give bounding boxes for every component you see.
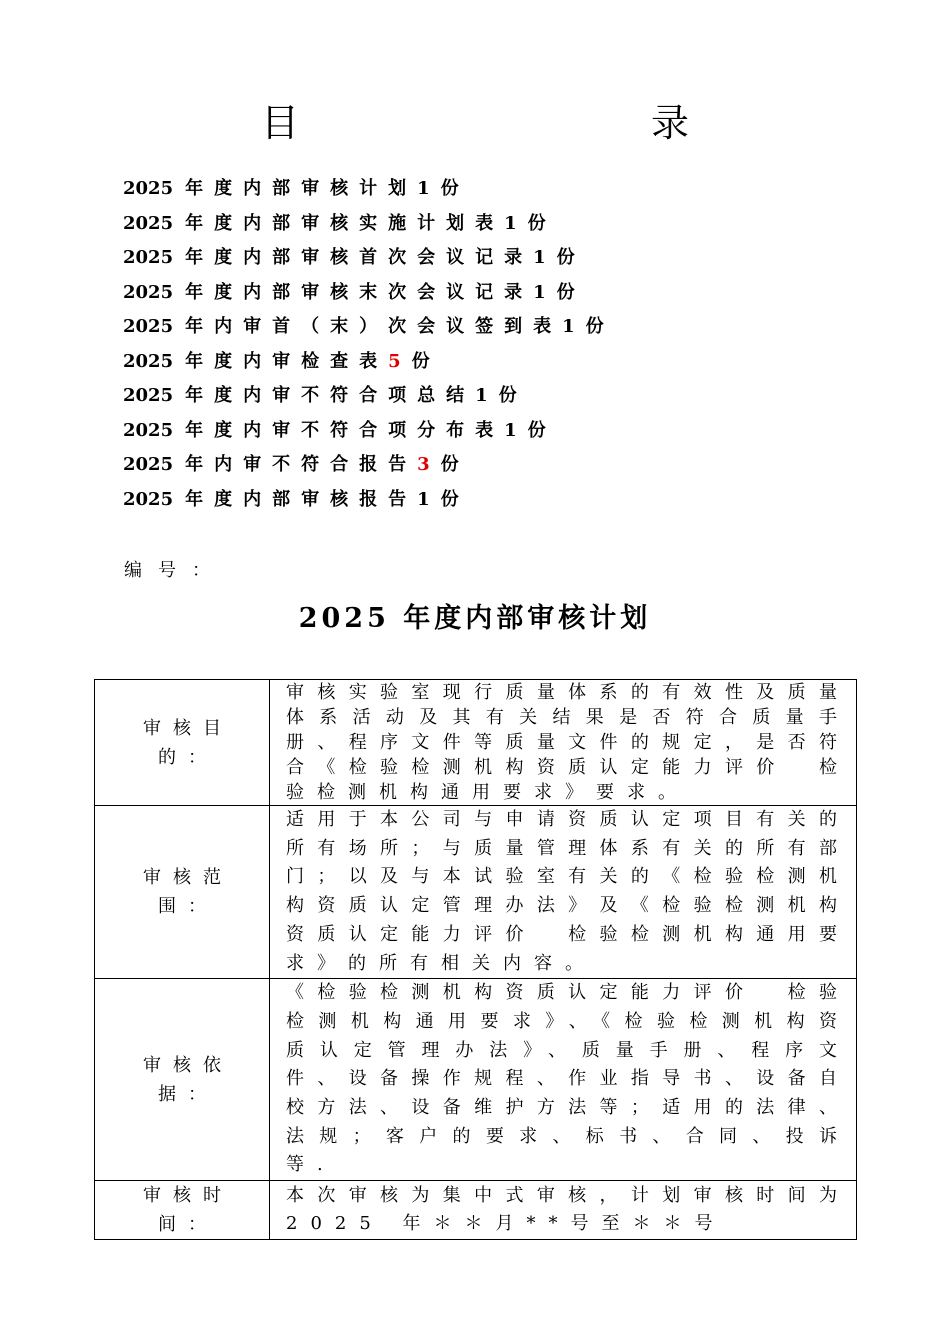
toc-title: 目 录 (260, 101, 860, 145)
toc-count-highlight: 5 (388, 350, 412, 372)
row-content-purpose: 审核实验室现行质量体系的有效性及质量体系活动及其有关结果是否符合质量手册、程序文件等质量文件的规定，是否符合《检验检测机构资质认定能力评价 检验检测机构通用要求》要求。 (270, 680, 857, 806)
toc-list (123, 176, 615, 521)
document-number-label: 编号： (124, 560, 226, 581)
row-content-basis: 《检验检测机构资质认定能力评价 检验检测机构通用要求》、《检验检测机构资质认定管理办法》、质量手册、程序文件、设备操作规程、作业指导书、设备自校方法、设备维护方法等；适用的法律、法规；客户的要求、标书、合同、投诉等. (270, 979, 857, 1181)
toc-item: 2025 年内审不符合报告3份 (123, 454, 470, 475)
table-row (95, 680, 857, 806)
toc-item: 2025 年度内审不符合项分布表1份 (123, 419, 557, 441)
row-content-time: 本次审核为集中式审核，计划审核时间为 2025 年＊＊月**号至＊＊号 (270, 1181, 857, 1240)
row-label-scope: 审核范围： (95, 806, 270, 979)
toc-item: 2025 年度内部审核计划1份 (123, 178, 470, 199)
toc-item: 2025 年度内部审核首次会议记录1份 (123, 247, 586, 268)
toc-item: 2025 年度内部审核报告1份 (123, 488, 470, 510)
table-row (95, 806, 857, 979)
table-row (95, 979, 857, 1181)
toc-item: 2025 年度内审不符合项总结1份 (123, 385, 528, 406)
toc-count-highlight: 3 (417, 454, 441, 475)
toc-item: 2025 年度内部审核末次会议记录1份 (123, 281, 586, 303)
row-label-time: 审核时间： (95, 1181, 270, 1240)
audit-plan-table (94, 679, 857, 1240)
row-label-purpose: 审核目的： (95, 680, 270, 806)
toc-item: 2025 年度内审检查表5份 (123, 350, 441, 372)
plan-title: 2025 年度内部审核计划 (298, 603, 652, 634)
row-label-basis: 审核依据： (95, 979, 270, 1181)
table-row (95, 1181, 857, 1240)
row-content-scope: 适用于本公司与申请资质认定项目有关的所有场所；与质量管理体系有关的所有部门；以及与本试验室有关的《检验检测机构资质认定管理办法》及《检验检测机构资质认定能力评价 检验检测机构通用要求》的所有相关内容。 (270, 806, 857, 979)
toc-item: 2025 年内审首（末）次会议签到表1份 (123, 316, 615, 337)
toc-item: 2025 年度内部审核实施计划表1份 (123, 212, 557, 234)
